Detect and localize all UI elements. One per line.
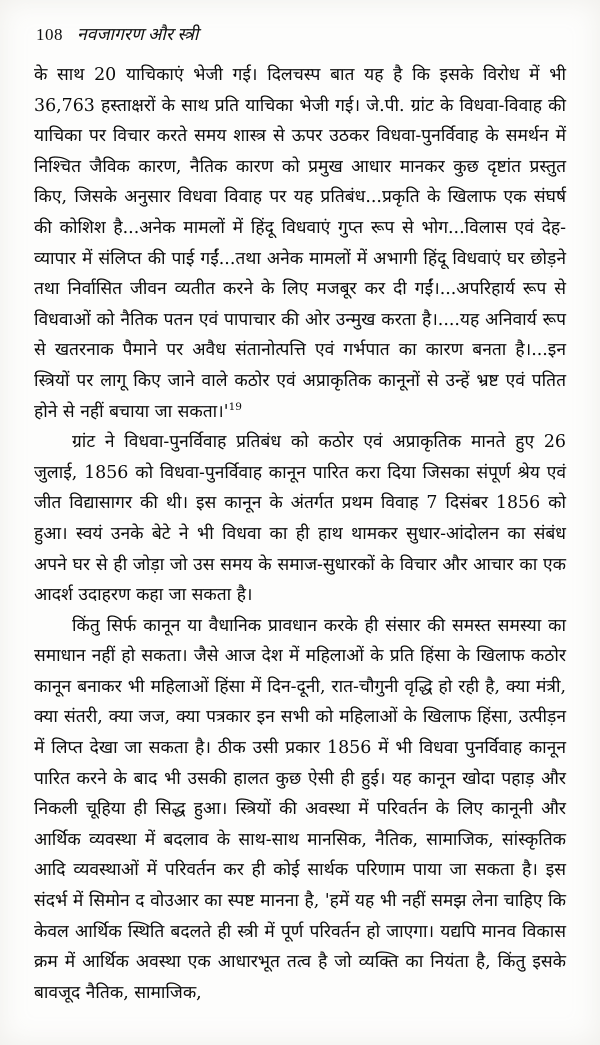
footnote-marker-19: 19 bbox=[228, 400, 242, 413]
page-header bbox=[34, 22, 566, 46]
paragraph-3-text: किंतु सिर्फ कानून या वैधानिक प्रावधान करके ही संसार की समस्त समस्या का समाधान नहीं हो सकता। जैसे आज देश में महिलाओं के प्रति हिंसा के खिलाफ कठोर कानून बनाकर भी महिलाओं हिंसा में दिन-दूनी, रात-चौगुनी वृद्धि हो रही है, क्या मंत्री, क्या संतरी, क्या जज, क्या पत्रकार इन सभी को महिलाओं के खिलाफ हिंसा, उत्पीड़न में लिप्त देखा जा सकता है। ठीक उसी प्रकार 1856 में भी विधवा पुनर्विवाह कानून पारित करने के बाद भी उसकी हालत कुछ ऐसी ही हुई। यह कानून खोदा पहाड़ और निकली चूहिया ही सिद्ध हुआ। स्त्रियों की अवस्था में परिवर्तन के लिए कानूनी और आर्थिक व्यवस्था में बदलाव के साथ-साथ मानसिक, नैतिक, सामाजिक, सांस्कृतिक आदि व्यवस्थाओं में परिवर्तन कर ही कोई सार्थक परिणाम पाया जा सकता है। इस संदर्भ में सिमोन द वोउआर का स्पष्ट मानना है, 'हमें यह भी नहीं समझ लेना चाहिए कि केवल आर्थिक स्थिति बदलते ही स्त्री में पूर्ण परिवर्तन हो जाएगा। यद्यपि मानव विकास क्रम में आर्थिक अवस्था एक आधारभूत तत्व है जो व्यक्ति का नियंता है, किंतु इसके बावजूद नैतिक, सामाजिक, bbox=[34, 615, 566, 1003]
page-number: 108 bbox=[36, 25, 63, 44]
page-body bbox=[34, 60, 566, 1008]
running-head: नवजागरण और स्त्री bbox=[77, 24, 199, 44]
paragraph-1-text: के साथ 20 याचिकाएं भेजी गई। दिलचस्प बात यह है कि इसके विरोध में भी 36,763 हस्ताक्षरों के साथ प्रति याचिका भेजी गई। जे.पी. ग्रांट के विधवा-विवाह की याचिका पर विचार करते समय शास्त्र से ऊपर उठकर विधवा-पुनर्विवाह के समर्थन में निश्चित जैविक कारण, नैतिक कारण को प्रमुख आधार मानकर कुछ दृष्टांत प्रस्तुत किए, जिसके अनुसार विधवा विवाह पर यह प्रतिबंध...प्रकृति के खिलाफ एक संघर्ष की कोशिश है...अनेक मामलों में हिंदू विधवाएं गुप्त रूप से भोग...विलास एवं देह-व्यापार में संलिप्त की पाई गईं...तथा अनेक मामलों में अभागी हिंदू विधवाएं घर छोड़ने तथा निर्वासित जीवन व्यतीत करने के लिए मजबूर कर दी गईं।...अपरिहार्य रूप से विधवाओं को नैतिक पतन एवं पापाचार की ओर उन्मुख करता है।....यह अनिवार्य रूप से खतरनाक पैमाने पर अवैध संतानोत्पत्ति एवं गर्भपात का कारण बनता है।...इन स्त्रियों पर लागू किए जाने वाले कठोर एवं अप्राकृतिक कानूनों से उन्हें भ्रष्ट एवं पतित होने से नहीं बचाया जा सकता।' bbox=[34, 65, 566, 422]
paragraph-1 bbox=[34, 60, 566, 427]
paragraph-2-text: ग्रांट ने विधवा-पुनर्विवाह प्रतिबंध को कठोर एवं अप्राकृतिक मानते हुए 26 जुलाई, 1856 को विधवा-पुनर्विवाह कानून पारित करा दिया जिसका संपूर्ण श्रेय एवं जीत विद्यासागर की थी। इस कानून के अंतर्गत प्रथम विवाह 7 दिसंबर 1856 को हुआ। स्वयं उनके बेटे ने भी विधवा का ही हाथ थामकर सुधार-आंदोलन का संबंध अपने घर से ही जोड़ा जो उस समय के समाज-सुधारकों के विचार और आचार का एक आदर्श उदाहरण कहा जा सकता है। bbox=[34, 432, 566, 606]
paragraph-2 bbox=[34, 427, 566, 611]
paragraph-3 bbox=[34, 611, 566, 1009]
